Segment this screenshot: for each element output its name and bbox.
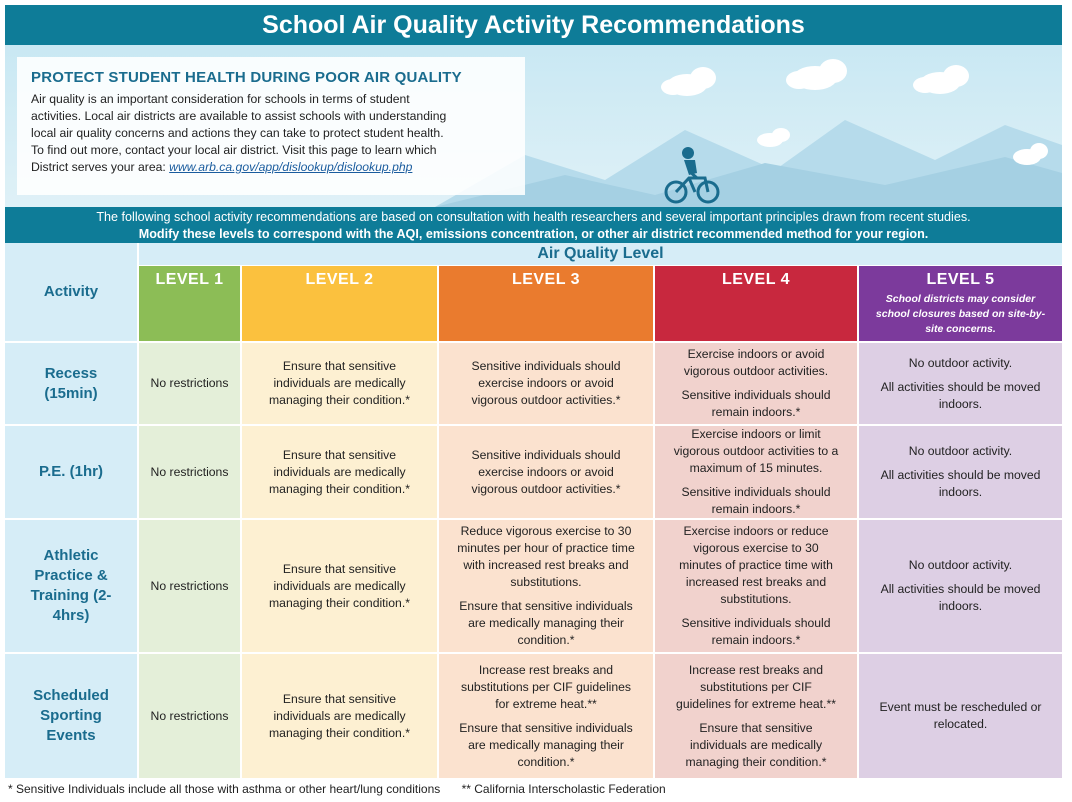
recommendation-cell: [655, 343, 857, 424]
footnote-sensitive: * Sensitive Individuals include all those with asthma or other heart/lung conditions: [8, 782, 441, 796]
recommendation-text: All activities should be moved indoors.: [880, 468, 1041, 499]
recommendation-cell: [655, 426, 857, 518]
banner-line-1: The following school activity recommendations are based on consultation with health researchers and several important principles drawn from recent studies.: [96, 210, 971, 224]
recommendation-cell: [439, 654, 653, 778]
recommendation-cell: [139, 654, 240, 778]
recommendation-cell: [139, 426, 240, 518]
level-label: LEVEL 3: [511, 271, 581, 288]
level-label: LEVEL 4: [721, 271, 791, 288]
recommendation-text: Ensure that sensitive individuals are medically managing their condition.*: [269, 691, 410, 740]
recommendation-text: Ensure that sensitive individuals are medically managing their condition.*: [459, 599, 633, 647]
air-quality-level-header: Air Quality Level: [139, 243, 1062, 265]
district-lookup-link[interactable]: www.arb.ca.gov/app/dislookup/dislookup.php: [169, 160, 413, 174]
recommendation-cell: [242, 520, 437, 652]
recommendation-cell: [242, 426, 437, 518]
recommendation-text: Ensure that sensitive individuals are medically managing their condition.*: [269, 447, 410, 496]
recommendation-text: Sensitive individuals should exercise indoors or avoid vigorous outdoor activities.*: [471, 447, 621, 496]
recommendation-text: All activities should be moved indoors.: [880, 582, 1041, 613]
recommendation-cell: [859, 654, 1062, 778]
recommendation-text: Sensitive individuals should exercise indoors or avoid vigorous outdoor activities.*: [471, 359, 621, 407]
level-label: LEVEL 5: [926, 271, 995, 288]
recommendation-text: Sensitive individuals should remain indoors.*: [681, 388, 831, 419]
recommendation-cell: [439, 426, 653, 518]
intro-text: [31, 91, 521, 176]
recommendation-text: No restrictions: [150, 464, 229, 479]
recommendation-text: Event must be rescheduled or relocated.: [879, 700, 1042, 731]
recommendation-cell: [859, 343, 1062, 424]
recommendation-text: Reduce vigorous exercise to 30 minutes per hour of practice time with increased rest breaks and substitutions.: [457, 524, 635, 589]
level-3-header: [439, 266, 653, 341]
level-5-header: [859, 266, 1062, 341]
recommendation-cell: [655, 520, 857, 652]
recommendation-cell: [439, 520, 653, 652]
recommendation-cell: [439, 343, 653, 424]
recommendation-cell: [139, 343, 240, 424]
recommendation-text: All activities should be moved indoors.: [880, 379, 1041, 411]
recommendation-text: No outdoor activity.: [908, 355, 1013, 370]
recommendation-cell: [859, 520, 1062, 652]
recommendation-cell: [139, 520, 240, 652]
cloud-icon: [661, 67, 716, 96]
recommendation-text: Exercise indoors or avoid vigorous outdoor activities.: [683, 347, 829, 378]
recommendation-cell: [655, 654, 857, 778]
recommendation-cell: [242, 343, 437, 424]
activity-header: Activity: [5, 243, 137, 341]
recommendation-text: Ensure that sensitive individuals are medically managing their condition.*: [269, 561, 410, 610]
banner-line-2: Modify these levels to correspond with the AQI, emissions concentration, or other air district recommended method for your region.: [138, 227, 929, 241]
level-note: School districts may consider school closures based on site-by-site concerns.: [875, 293, 1046, 335]
recommendation-cell: [859, 426, 1062, 518]
recommendation-cell: [242, 654, 437, 778]
footnotes: [8, 782, 666, 796]
recommendation-text: Exercise indoors or reduce vigorous exercise to 30 minutes of practice time with increased rest breaks and substitutions.: [679, 524, 833, 606]
level-label: LEVEL 1: [155, 271, 224, 288]
activity-label: Athletic Practice & Training (2-4hrs): [5, 520, 137, 652]
recommendation-text: Ensure that sensitive individuals are medically managing their condition.*: [269, 359, 410, 407]
intro-line: [31, 159, 521, 176]
recommendation-text: Exercise indoors or limit vigorous outdoor activities to a maximum of 15 minutes.: [673, 427, 839, 475]
recommendation-text: Sensitive individuals should remain indoors.*: [681, 616, 831, 647]
intro-line: local air quality concerns and actions they can take to protect student health.: [31, 126, 444, 140]
recommendation-text: No outdoor activity.: [908, 444, 1013, 458]
recommendation-text: Ensure that sensitive individuals are medically managing their condition.*: [459, 720, 633, 769]
recommendation-text: Sensitive individuals should remain indoors.*: [681, 485, 831, 516]
recommendation-text: Increase rest breaks and substitutions per CIF guidelines for extreme heat.**: [460, 662, 632, 711]
page-title: School Air Quality Activity Recommendations: [5, 5, 1062, 45]
intro-heading: PROTECT STUDENT HEALTH DURING POOR AIR QUALITY: [31, 69, 462, 86]
intro-line-prefix: District serves your area:: [31, 160, 170, 174]
activity-label: Recess (15min): [5, 343, 137, 424]
activity-label: P.E. (1hr): [5, 426, 137, 518]
intro-line: To find out more, contact your local air district. Visit this page to learn which: [31, 143, 437, 157]
recommendation-text: Ensure that sensitive individuals are medically managing their condition.*: [685, 720, 827, 769]
level-4-header: [655, 266, 857, 341]
intro-line: Air quality is an important consideration for schools in terms of student: [31, 92, 410, 106]
recommendation-text: No restrictions: [150, 578, 229, 593]
level-label: LEVEL 2: [305, 271, 374, 288]
recommendation-text: Increase rest breaks and substitutions per CIF guidelines for extreme heat.**: [676, 662, 836, 711]
level-1-header: [139, 266, 240, 341]
footnote-cif: ** California Interscholastic Federation: [461, 782, 666, 796]
recommendation-banner: [5, 207, 1062, 243]
level-2-header: [242, 266, 437, 341]
activity-label: Scheduled Sporting Events: [5, 654, 137, 778]
intro-line: activities. Local air districts are available to assist schools with understanding: [31, 109, 447, 123]
recommendation-text: No restrictions: [150, 376, 229, 390]
intro-panel: [17, 57, 525, 195]
recommendation-text: No outdoor activity.: [908, 558, 1013, 572]
recommendation-text: No restrictions: [150, 708, 229, 723]
